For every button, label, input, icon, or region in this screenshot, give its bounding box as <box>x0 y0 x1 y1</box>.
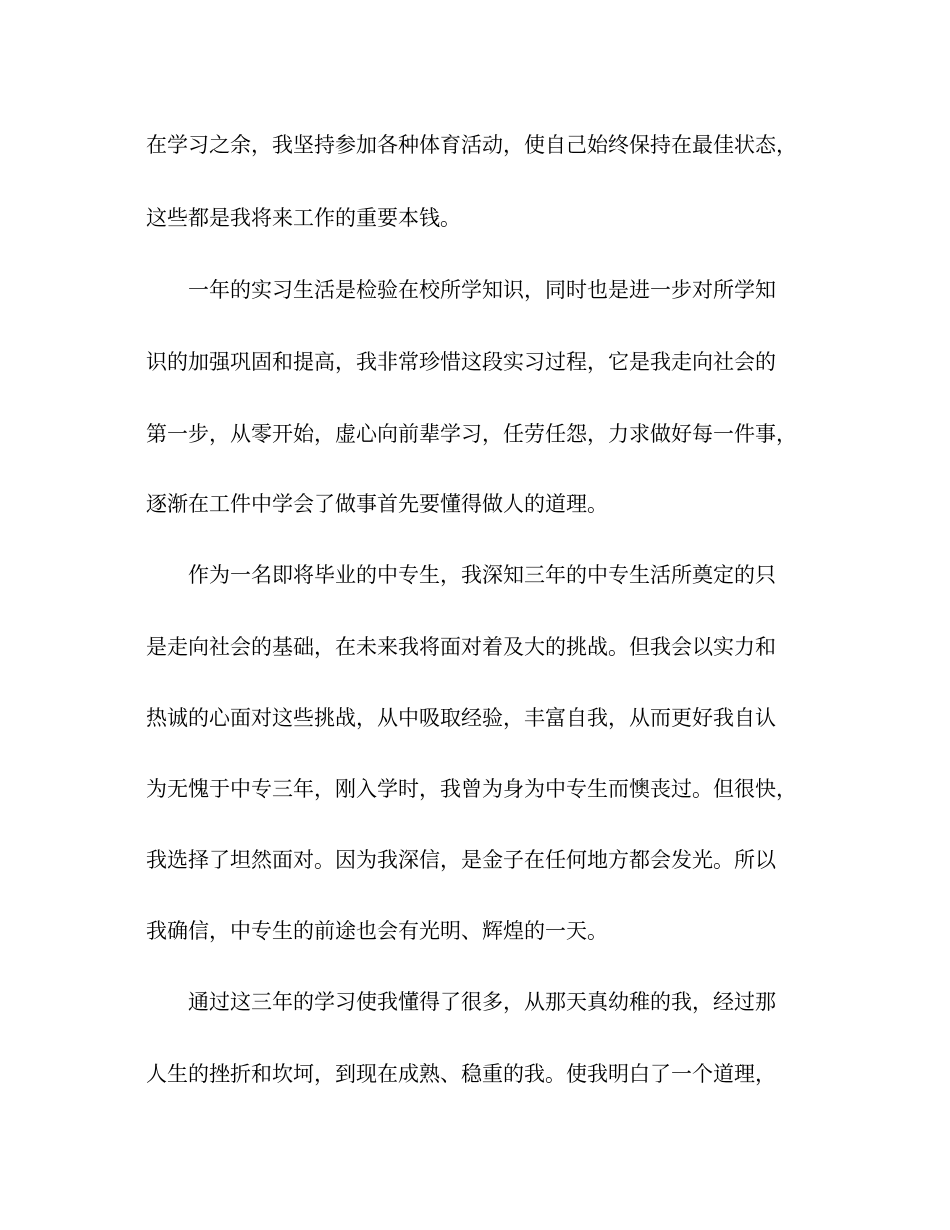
text-line: 在学习之余，我坚持参加各种体育活动，使自己始终保持在最佳状态， <box>146 133 797 157</box>
text-line: 为无愧于中专三年，刚入学时，我曾为身为中专生而懊丧过。但很快， <box>146 777 797 801</box>
paragraph-first-line: 作为一名即将毕业的中专生，我深知三年的中专生活所奠定的只 <box>188 563 776 587</box>
text-line: 我确信，中专生的前途也会有光明、辉煌的一天。 <box>146 919 608 943</box>
paragraph-first-line: 一年的实习生活是检验在校所学知识，同时也是进一步对所学知 <box>188 278 776 302</box>
text-line: 第一步，从零开始，虚心向前辈学习，任劳任怨，力求做好每一件事， <box>146 422 797 446</box>
text-line: 逐渐在工件中学会了做事首先要懂得做人的道理。 <box>146 492 608 516</box>
text-line: 我选择了坦然面对。因为我深信，是金子在任何地方都会发光。所以 <box>146 848 776 872</box>
text-line: 是走向社会的基础，在未来我将面对着及大的挑战。但我会以实力和 <box>146 635 776 659</box>
paragraph-first-line: 通过这三年的学习使我懂得了很多，从那天真幼稚的我，经过那 <box>188 990 776 1014</box>
text-line: 人生的挫折和坎坷，到现在成熟、稳重的我。使我明白了一个道理， <box>146 1062 776 1086</box>
text-line: 识的加强巩固和提高，我非常珍惜这段实习过程，它是我走向社会的 <box>146 350 776 374</box>
text-line: 热诚的心面对这些挑战，从中吸取经验，丰富自我，从而更好我自认 <box>146 706 776 730</box>
text-line: 这些都是我将来工作的重要本钱。 <box>146 206 461 230</box>
